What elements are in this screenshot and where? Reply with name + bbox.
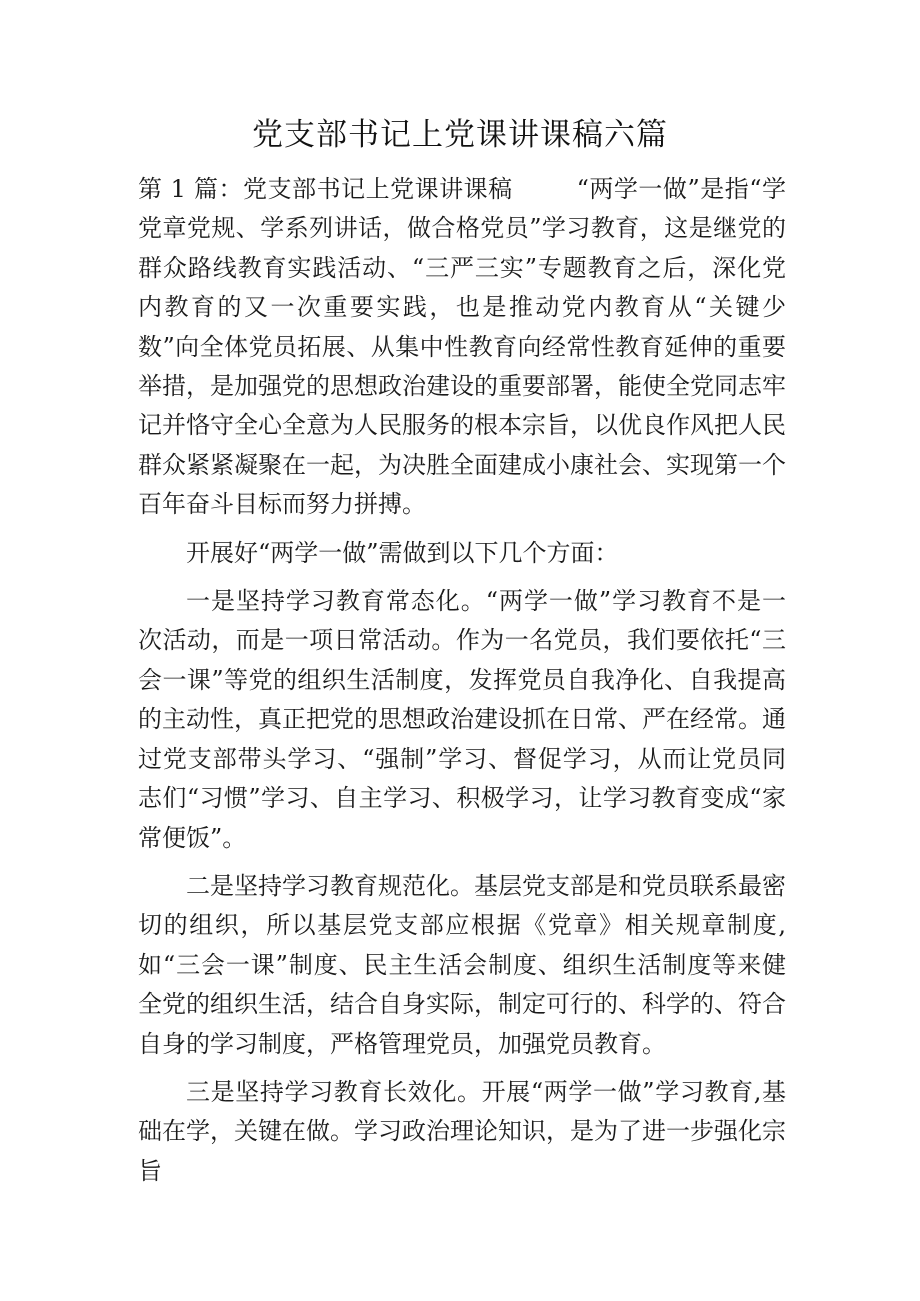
document-title: 党支部书记上党课讲课稿六篇	[252, 117, 668, 153]
paragraph-5: 三是坚持学习教育长效化。开展“两学一做”学习教育,基础在学，关键在做。学习政治理论知识，是为了进一步强化宗旨	[138, 1077, 786, 1185]
paragraph-text: “两学一做”是指“学党章党规、学系列讲话，做合格党员”学习教育，这是继党的群众路线教育实践活动、“三严三实”专题教育之后，深化党内教育的又一次重要实践，也是推动党内教育从“关键少数”向全体党员拓展、从集中性教育向经常性教育延伸的重要举措，是加强党的思想政治建设的重要部署，能使全党同志牢记并恪守全心全意为人民服务的根本宗旨，以优良作风把人民群众紧紧凝聚在一起，为决胜全面建成小康社会、实现第一个百年奋斗目标而努力拼搏。	[138, 175, 787, 519]
section-label: 第 1 篇：党支部书记上党课讲课稿	[138, 175, 513, 203]
document-body	[138, 170, 786, 1191]
paragraph-1	[138, 170, 786, 525]
paragraph-3: 一是坚持学习教育常态化。“两学一做”学习教育不是一次活动，而是一项日常活动。作为一名党员，我们要依托“三会一课”等党的组织生活制度，发挥党员自我净化、自我提高的主动性，真正把党的思想政治建设抓在日常、严在经常。通过党支部带头学习、“强制”学习、督促学习，从而让党员同志们“习惯”学习、自主学习、积极学习，让学习教育变成“家常便饭”。	[138, 587, 786, 852]
paragraph-4: 二是坚持学习教育规范化。基层党支部是和党员联系最密切的组织，所以基层党支部应根据《党章》相关规章制度,如“三会一课”制度、民主生活会制度、组织生活制度等来健全党的组织生活，结合自身实际，制定可行的、科学的、符合自身的学习制度，严格管理党员，加强党员教育。	[138, 871, 786, 1058]
paragraph-2: 开展好“两学一做”需做到以下几个方面：	[186, 538, 619, 567]
